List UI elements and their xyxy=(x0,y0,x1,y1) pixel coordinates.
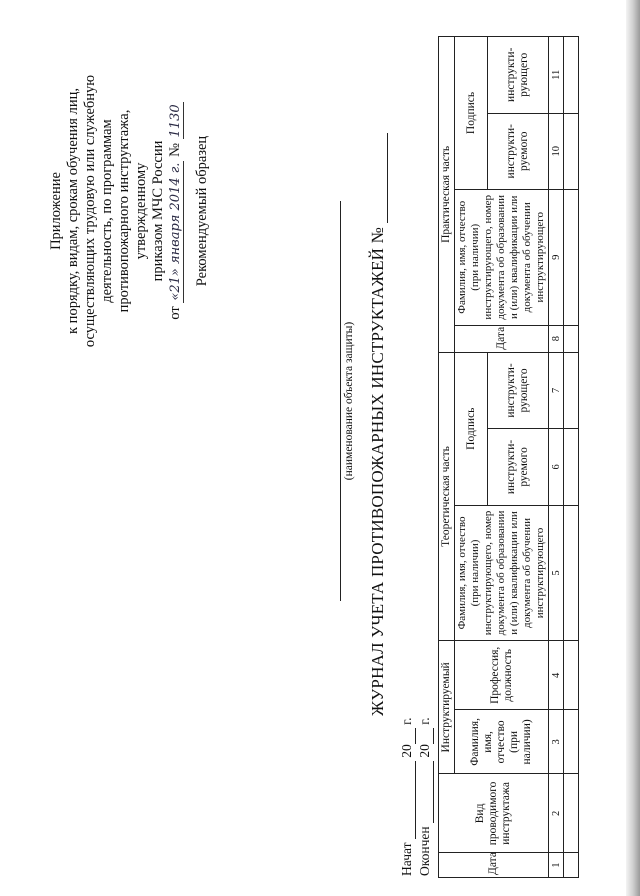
column-number: 11 xyxy=(549,37,564,114)
appendix-line: утвержденному xyxy=(133,162,149,260)
order-date-handwritten: «21» января 2014 г. xyxy=(168,162,183,301)
header-theory-sign-instructed: инструкти-руемого xyxy=(488,429,549,505)
header-row-1 xyxy=(439,37,455,878)
instruction-journal-table xyxy=(438,36,579,878)
empty-cell xyxy=(564,505,579,641)
column-number: 9 xyxy=(549,189,564,325)
journal-dates xyxy=(398,717,434,876)
header-practice-sign-instructed: инструкти-руемого xyxy=(488,113,549,189)
column-number: 5 xyxy=(549,505,564,641)
appendix-title: Приложение xyxy=(48,172,64,250)
appendix-line: приказом МЧС России xyxy=(150,140,166,282)
empty-cell xyxy=(564,429,579,505)
empty-cell xyxy=(564,325,579,352)
column-number: 7 xyxy=(549,352,564,428)
appendix-line: деятельность, по программам xyxy=(99,119,115,303)
started-label: Начат xyxy=(399,842,414,876)
journal-title-line xyxy=(368,116,388,716)
empty-cell xyxy=(564,352,579,428)
started-year-suffix: г. xyxy=(399,717,414,725)
column-number: 3 xyxy=(549,710,564,774)
journal-title: ЖУРНАЛ УЧЕТА ПРОТИВОПОЖАРНЫХ ИНСТРУКТАЖЕЙ № xyxy=(368,226,387,716)
header-instructed-fio: Фамилия, имя, отчество (при наличии) xyxy=(455,710,549,774)
appendix-line: к порядку, видам, срокам обучения лиц, xyxy=(65,88,81,334)
empty-cell xyxy=(564,189,579,325)
ended-label: Окончен xyxy=(417,826,432,876)
header-date: Дата xyxy=(439,853,549,878)
recommended-sample-label: Рекомендуемый образец xyxy=(194,135,210,287)
started-year-prefix: 20 xyxy=(399,744,414,758)
empty-cell xyxy=(564,37,579,114)
column-number: 10 xyxy=(549,113,564,189)
column-number: 6 xyxy=(549,429,564,505)
empty-cell xyxy=(564,774,579,853)
header-instruction-kind: Вид проводимого инструктажа xyxy=(439,774,549,853)
empty-cell xyxy=(564,641,579,710)
header-instructed-group: Инструктируемый xyxy=(439,641,455,774)
ended-year-blank xyxy=(421,728,434,744)
started-date-blank xyxy=(403,761,416,839)
column-number: 2 xyxy=(549,774,564,853)
ended-year-prefix: 20 xyxy=(417,744,432,758)
empty-entry-row xyxy=(564,37,579,878)
header-practice-sign-instructor: инструкти-рующего xyxy=(488,37,549,114)
header-theory-signature: Подпись xyxy=(455,352,488,505)
empty-cell xyxy=(564,853,579,878)
order-number-handwritten: 1130 xyxy=(168,104,183,138)
column-number: 1 xyxy=(549,853,564,878)
ended-row xyxy=(416,717,434,876)
header-row-2 xyxy=(455,37,488,878)
order-number-label: № xyxy=(167,143,183,157)
empty-cell xyxy=(564,113,579,189)
journal-number-blank xyxy=(373,133,388,223)
order-line xyxy=(167,41,184,381)
started-year-blank xyxy=(403,728,416,744)
appendix-block xyxy=(48,41,211,381)
header-practice-group: Практическая часть xyxy=(439,37,455,353)
ended-date-blank xyxy=(421,761,434,823)
header-practice-instructor-info: Фамилия, имя, отчество (при наличии) инструктирующего, номер документа об образовании и (или) квалификации или документа об обучении инструктирующего xyxy=(455,189,549,325)
header-theory-instructor-info: Фамилия, имя, отчество (при наличии) инструктирующего, номер документа об образовании и (или) квалификации или документа об обучении инструктирующего xyxy=(455,505,549,641)
header-practice-date: Дата xyxy=(455,325,549,352)
object-name-caption: (наименование объекта защиты) xyxy=(340,201,355,601)
header-theory-group: Теоретическая часть xyxy=(439,352,455,641)
ended-year-suffix: г. xyxy=(417,717,432,725)
empty-cell xyxy=(564,710,579,774)
header-theory-sign-instructor: инструкти-рующего xyxy=(488,352,549,428)
column-number: 4 xyxy=(549,641,564,710)
column-number: 8 xyxy=(549,325,564,352)
appendix-line: противопожарного инструктажа, xyxy=(116,109,132,313)
column-number-row xyxy=(549,37,564,878)
header-practice-signature: Подпись xyxy=(455,37,488,190)
appendix-line: осуществляющих трудовую или служебную xyxy=(82,74,98,348)
rotated-document xyxy=(30,6,590,886)
scan-edge-shadow xyxy=(626,0,640,896)
started-row xyxy=(398,717,416,876)
order-from-label: от xyxy=(167,306,183,320)
header-profession: Профессия, должность xyxy=(455,641,549,710)
